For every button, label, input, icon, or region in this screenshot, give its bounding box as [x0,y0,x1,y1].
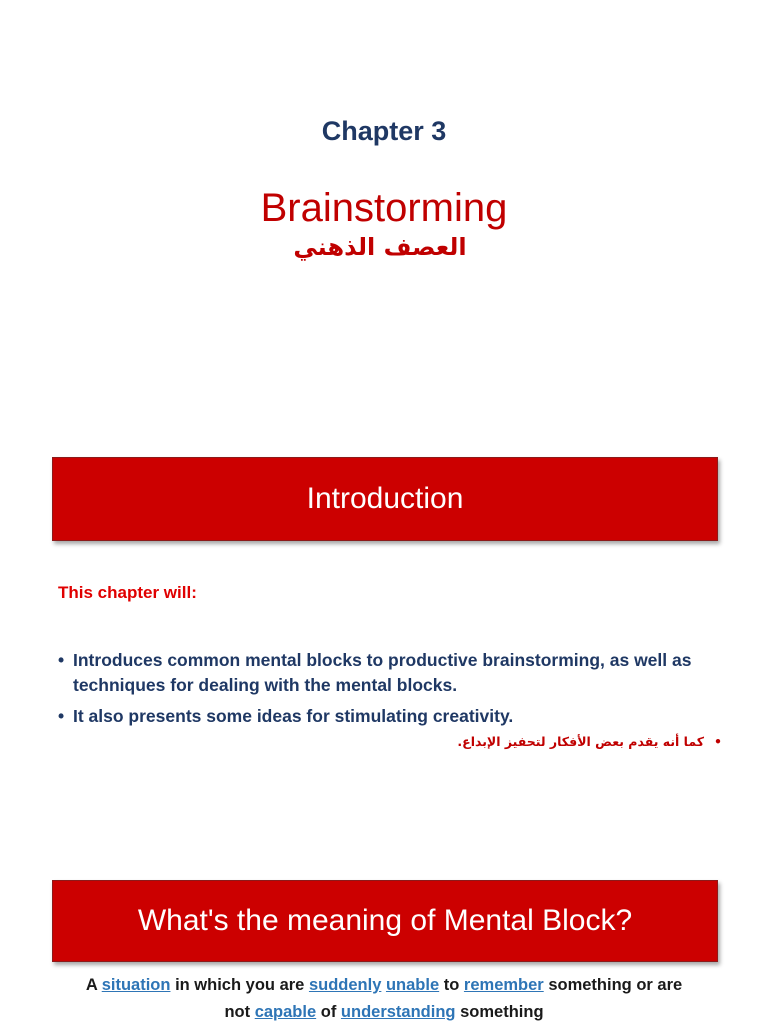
definition-text: to [443,976,460,994]
introduction-heading: Introduction [306,482,464,515]
arabic-bullet [0,734,722,749]
introduction-banner [52,457,718,541]
mental-block-definition [20,972,748,1026]
intro-bullet-list [58,648,738,735]
chapter-label: Chapter 3 [321,116,447,146]
definition-text: in which you are [175,976,305,994]
bullet-text: Introduces common mental blocks to productive brainstorming, as well as techniques for dealing with the mental blocks. [73,650,692,695]
chapter-lead-text: This chapter will: [58,583,197,602]
remember-link[interactable]: remember [463,976,544,994]
page-title: Brainstorming [260,186,508,230]
list-item [58,648,738,698]
bullet-dot-icon: • [58,650,65,670]
unable-link[interactable]: unable [385,976,440,994]
understanding-link[interactable]: understanding [340,1003,456,1021]
definition-text: not [224,1003,251,1021]
mental-block-heading: What's the meaning of Mental Block? [137,904,633,937]
list-item [58,704,738,729]
definition-text: something [460,1003,544,1021]
bullet-dot-icon: • [714,734,722,749]
page-title-arabic: العصف الذهني [293,233,467,261]
bullet-text: It also presents some ideas for stimulating creativity. [73,706,514,726]
definition-text: A [85,976,98,994]
capable-link[interactable]: capable [254,1003,317,1021]
arabic-bullet-text: كما أنه يقدم بعض الأفكار لتحفيز الإبداع. [457,734,704,749]
suddenly-link[interactable]: suddenly [308,976,382,994]
mental-block-banner [52,880,718,962]
definition-text: of [320,1003,337,1021]
bullet-dot-icon: • [58,706,65,726]
situation-link[interactable]: situation [101,976,171,994]
definition-text: something or are [548,976,683,994]
